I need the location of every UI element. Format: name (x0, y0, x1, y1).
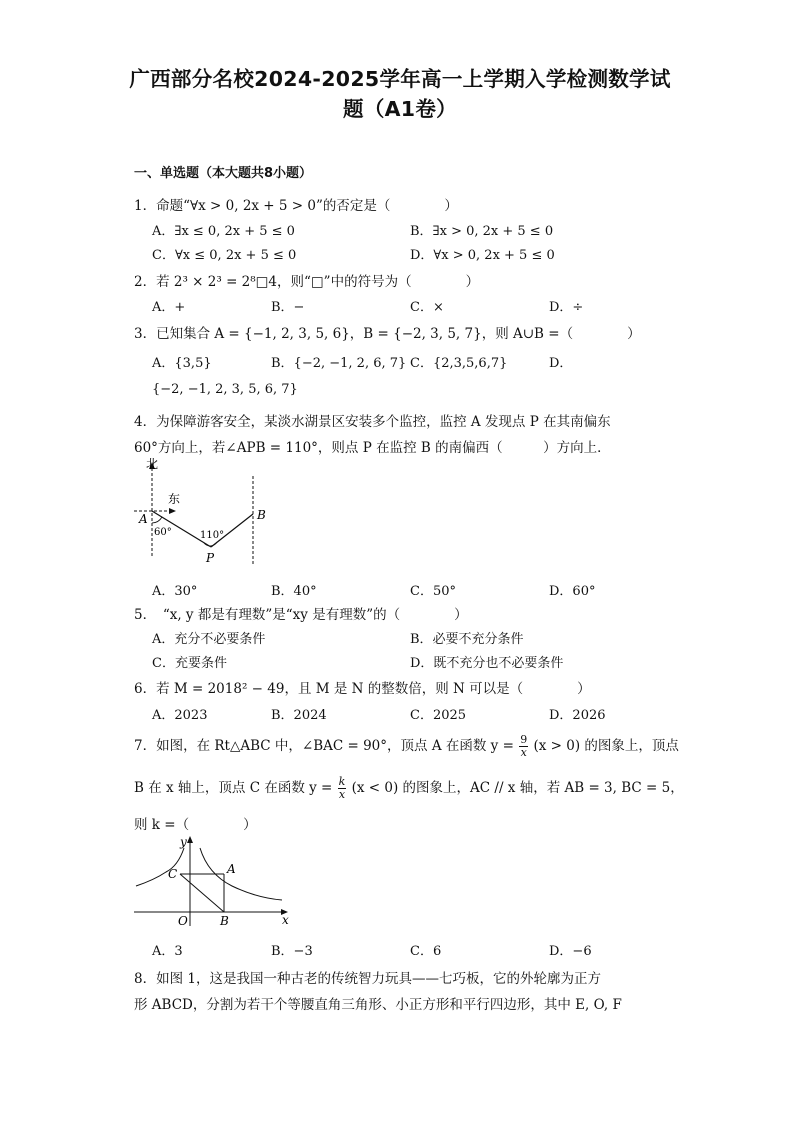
q6-option-a: A．2023 (152, 708, 208, 723)
q7-label-b: B (220, 914, 229, 928)
q3-option-a: A．{3,5} (152, 356, 212, 371)
q5-stem: 5． “x, y 都是有理数”是“xy 是有理数”的（ ） (134, 607, 468, 623)
q4-angle-arc-a (152, 517, 162, 523)
q7-frac2-denominator: x (338, 788, 346, 801)
q7-stem-1b: (x > 0) 的图象上，顶点 (533, 738, 679, 754)
q7-segment-cb (180, 874, 224, 912)
q7-label-y: y (180, 835, 187, 849)
q4-stem-line-1: 4．为保障游客安全，某淡水湖景区安装多个监控，监控 A 发现点 P 在其南偏东 (134, 414, 611, 430)
q1-option-d: D．∀x > 0, 2x + 5 ≤ 0 (410, 248, 555, 263)
q7-frac2-numerator: k (338, 775, 346, 788)
q7-label-x: x (282, 913, 289, 927)
q2-option-b: B．− (271, 300, 305, 315)
q8-stem-line-1: 8．如图 1，这是我国一种古老的传统智力玩具——七巧板，它的外轮廓为正方 (134, 971, 601, 987)
q4-option-c: C．50° (410, 584, 456, 599)
q1-option-b: B．∃x > 0, 2x + 5 ≤ 0 (410, 224, 554, 239)
q3-option-b: B．{−2, −1, 2, 6, 7} (271, 356, 407, 371)
q4-north-label: 北 (146, 457, 159, 471)
q7-option-d: D．−6 (549, 944, 592, 959)
q4-figure (132, 456, 272, 568)
q4-label-b: B (257, 508, 266, 522)
q4-option-d: D．60° (549, 584, 596, 599)
q7-frac1-numerator: 9 (520, 733, 528, 746)
q6-option-c: C．2025 (410, 708, 467, 723)
q3-stem: 3．已知集合 A = {−1, 2, 3, 5, 6}，B = {−2, 3, 5, 7}，则 A∪B =（ ） (134, 326, 641, 342)
q7-frac1-denominator: x (520, 746, 527, 759)
q7-y-axis-arrow (187, 836, 193, 843)
q4-angle-60: 60° (154, 527, 172, 538)
q7-option-c: C．6 (410, 944, 442, 959)
exam-title (120, 64, 680, 124)
q3-option-c: C．{2,3,5,6,7} (410, 356, 508, 371)
q7-option-a: A．3 (152, 944, 183, 959)
q5-option-c: C．充要条件 (152, 656, 227, 671)
q3-option-d: D． (549, 356, 573, 371)
q7-stem-line-2 (134, 776, 684, 801)
q4-label-p: P (206, 551, 215, 565)
title-line-2: 题（A1卷） (343, 97, 457, 121)
q7-label-o: O (178, 914, 188, 928)
q2-stem: 2．若 2³ × 2³ = 2⁸□4，则“□”中的符号为（ ） (134, 274, 480, 290)
q5-option-b: B．必要不充分条件 (410, 632, 524, 647)
q5-option-a: A．充分不必要条件 (152, 632, 266, 647)
q7-stem-line-1 (134, 734, 679, 759)
q4-east-arrowhead (169, 508, 176, 514)
q7-option-b: B．−3 (271, 944, 313, 959)
q8-stem-line-2: 形 ABCD，分割为若干个等腰直角三角形、小正方形和平行四边形，其中 E, O, F (134, 997, 622, 1013)
q7-stem-2b: (x < 0) 的图象上，AC // x 轴，若 AB = 3, BC = 5， (351, 780, 684, 796)
q7-stem-line-3: 则 k =（ ） (134, 817, 257, 833)
section-heading: 一、单选题（本大题共8小题） (134, 166, 313, 181)
q6-stem: 6．若 M = 2018² − 49，且 M 是 N 的整数倍，则 N 可以是（ ） (134, 681, 591, 697)
q7-fraction-k-over-x (338, 776, 347, 801)
q2-option-a: A．+ (152, 300, 186, 315)
q1-option-a: A．∃x ≤ 0, 2x + 5 ≤ 0 (152, 224, 295, 239)
q4-option-b: B．40° (271, 584, 317, 599)
q2-option-d: D．÷ (549, 300, 584, 315)
q7-label-c: C (168, 867, 178, 881)
q4-stem-line-2: 60°方向上，若∠APB = 110°，则点 P 在监控 B 的南偏西（ ）方向上． (134, 440, 611, 456)
q7-figure (132, 834, 292, 928)
q4-east-label: 东 (168, 492, 181, 506)
q1-stem: 1．命题“∀x > 0, 2x + 5 > 0”的否定是（ ） (134, 198, 458, 214)
q2-option-c: C．× (410, 300, 444, 315)
q4-angle-110: 110° (200, 530, 225, 541)
q7-fraction-9-over-x (519, 734, 528, 759)
title-line-1: 广西部分名校2024-2025学年高一上学期入学检测数学试 (129, 67, 671, 91)
q7-label-a: A (227, 862, 236, 876)
q7-stem-1a: 7．如图，在 Rt△ABC 中，∠BAC = 90°，顶点 A 在函数 y = (134, 738, 514, 754)
q3-option-d-value: {−2, −1, 2, 3, 5, 6, 7} (152, 382, 298, 397)
q6-option-d: D．2026 (549, 708, 606, 723)
q7-stem-2a: B 在 x 轴上，顶点 C 在函数 y = (134, 780, 333, 796)
q5-option-d: D．既不充分也不必要条件 (410, 656, 564, 671)
q4-label-a: A (139, 512, 148, 526)
q6-option-b: B．2024 (271, 708, 327, 723)
q1-option-c: C．∀x ≤ 0, 2x + 5 ≤ 0 (152, 248, 297, 263)
q4-option-a: A．30° (152, 584, 198, 599)
